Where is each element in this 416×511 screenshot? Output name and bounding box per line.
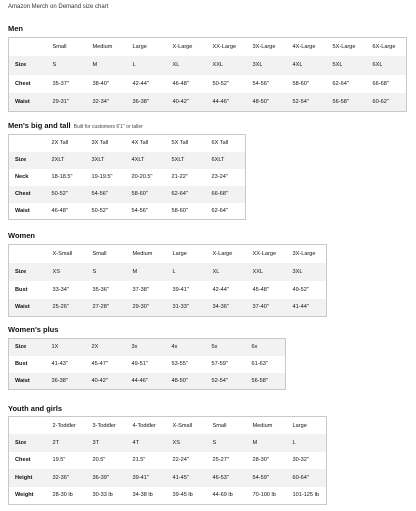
table-cell: 39-45 lb xyxy=(167,487,207,505)
table-cell: 61-63" xyxy=(246,356,286,373)
table-row xyxy=(9,93,407,112)
table-cell: 19.5" xyxy=(47,452,87,470)
table-cell: M xyxy=(87,56,127,75)
table-cell: 66-68" xyxy=(367,75,407,94)
table-cell: 3x xyxy=(126,339,166,356)
table-row xyxy=(9,75,407,94)
column-header: XX-Large xyxy=(207,38,247,57)
table-cell: M xyxy=(247,434,287,452)
row-label: Waist xyxy=(9,93,47,112)
table-cell: XL xyxy=(207,263,247,281)
table-cell: 54-59" xyxy=(247,469,287,487)
table-row xyxy=(9,452,327,470)
row-label: Size xyxy=(9,434,47,452)
column-header: Small xyxy=(47,38,87,57)
row-label: Size xyxy=(9,263,47,281)
table-cell: 46-53" xyxy=(207,469,247,487)
table-row xyxy=(9,263,327,281)
column-header: 3X Tall xyxy=(86,135,126,152)
table-cell: S xyxy=(207,434,247,452)
column-header: 5X-Large xyxy=(327,38,367,57)
table-cell: 50-52" xyxy=(86,203,126,220)
table-cell: 30-32" xyxy=(287,452,327,470)
table-cell: 20.5" xyxy=(87,452,127,470)
row-label: Size xyxy=(9,152,46,169)
column-header: Large xyxy=(127,38,167,57)
row-label: Bust xyxy=(9,281,47,299)
column-header: Large xyxy=(167,245,207,263)
table-cell: 28-30 lb xyxy=(47,487,87,505)
column-header: 3X-Large xyxy=(247,38,287,57)
table-cell: 20-20.5" xyxy=(126,169,166,186)
table-cell: 54-56" xyxy=(86,186,126,203)
table-cell: 25-26" xyxy=(47,299,87,317)
table-cell: 30-33 lb xyxy=(87,487,127,505)
table-cell: 37-40" xyxy=(247,299,287,317)
table-cell: L xyxy=(127,56,167,75)
table-cell: 48-50" xyxy=(166,373,206,390)
table-cell: 29-30" xyxy=(127,299,167,317)
column-header: 4X-Large xyxy=(287,38,327,57)
section-title-women-plus-text: Women's plus xyxy=(8,325,59,334)
column-header xyxy=(9,417,47,435)
table-cell: 52-54" xyxy=(287,93,327,112)
row-label: Bust xyxy=(9,356,46,373)
table-cell: 45-48" xyxy=(247,281,287,299)
table-cell: 27-28" xyxy=(87,299,127,317)
table-row xyxy=(9,299,327,317)
column-header: 4X Tall xyxy=(126,135,166,152)
table-cell: 34-38 lb xyxy=(127,487,167,505)
table-cell: 19-19.5" xyxy=(86,169,126,186)
table-row xyxy=(9,469,327,487)
column-header: X-Small xyxy=(167,417,207,435)
table-cell: 62-64" xyxy=(327,75,367,94)
table-cell: 38-40" xyxy=(87,75,127,94)
table-cell: 29-31" xyxy=(47,93,87,112)
column-header: XX-Large xyxy=(247,245,287,263)
table-cell: 41-45" xyxy=(167,469,207,487)
table-cell: 46-48" xyxy=(46,203,86,220)
table-header-row xyxy=(9,417,327,435)
row-label: Size xyxy=(9,339,46,356)
row-label: Height xyxy=(9,469,47,487)
table-cell: 58-60" xyxy=(287,75,327,94)
column-header: Large xyxy=(287,417,327,435)
table-cell: 4XLT xyxy=(126,152,166,169)
table-cell: XS xyxy=(47,263,87,281)
table-cell: 5x xyxy=(206,339,246,356)
table-cell: 5XL xyxy=(327,56,367,75)
table-cell: 44-46" xyxy=(207,93,247,112)
table-cell: L xyxy=(287,434,327,452)
column-header: Medium xyxy=(247,417,287,435)
table-row xyxy=(9,356,286,373)
table-cell: 42-44" xyxy=(127,75,167,94)
table-cell: 39-41" xyxy=(127,469,167,487)
row-label: Weight xyxy=(9,487,47,505)
section-title-men-big-tall-text: Men's big and tall xyxy=(8,121,71,130)
table-cell: 22-24" xyxy=(167,452,207,470)
table-cell: 36-38" xyxy=(127,93,167,112)
table-cell: 44-46" xyxy=(126,373,166,390)
column-header: 6X-Large xyxy=(367,38,407,57)
table-cell: XXL xyxy=(207,56,247,75)
table-cell: 28-30" xyxy=(247,452,287,470)
table-cell: 4x xyxy=(166,339,206,356)
table-cell: 44-69 lb xyxy=(207,487,247,505)
table-row xyxy=(9,169,246,186)
table-cell: 42-44" xyxy=(207,281,247,299)
table-cell: 54-56" xyxy=(247,75,287,94)
column-header xyxy=(9,135,46,152)
table-cell: 57-59" xyxy=(206,356,246,373)
youth-size-table xyxy=(8,416,327,505)
column-header: X-Large xyxy=(207,245,247,263)
table-cell: 40-42" xyxy=(167,93,207,112)
table-cell: 31-33" xyxy=(167,299,207,317)
table-cell: 34-36" xyxy=(207,299,247,317)
table-cell: 46-48" xyxy=(167,75,207,94)
table-cell: 3XL xyxy=(247,56,287,75)
section-title-women xyxy=(8,231,35,240)
women-plus-size-table xyxy=(8,338,286,390)
table-cell: 50-52" xyxy=(207,75,247,94)
table-cell: 54-56" xyxy=(126,203,166,220)
table-cell: S xyxy=(87,263,127,281)
table-cell: 49-51" xyxy=(126,356,166,373)
section-note-men-big-tall: Built for customers 6'1" or taller xyxy=(73,124,143,130)
table-cell: 48-50" xyxy=(247,93,287,112)
section-title-youth-text: Youth and girls xyxy=(8,404,63,413)
table-cell: 3T xyxy=(87,434,127,452)
section-title-women-text: Women xyxy=(8,231,35,240)
men-size-table xyxy=(8,37,407,112)
table-cell: 53-55" xyxy=(166,356,206,373)
table-row xyxy=(9,56,407,75)
row-label: Waist xyxy=(9,203,46,220)
column-header: 2X Tall xyxy=(46,135,86,152)
row-label: Waist xyxy=(9,373,46,390)
column-header: Medium xyxy=(87,38,127,57)
women-size-table xyxy=(8,244,327,317)
table-cell: 18-18.5" xyxy=(46,169,86,186)
table-cell: 52-54" xyxy=(206,373,246,390)
table-cell: 40-42" xyxy=(86,373,126,390)
table-row xyxy=(9,434,327,452)
table-cell: 50-52" xyxy=(46,186,86,203)
table-cell: 2X xyxy=(86,339,126,356)
table-row xyxy=(9,281,327,299)
table-cell: 5XLT xyxy=(166,152,206,169)
table-cell: XXL xyxy=(247,263,287,281)
table-cell: 6x xyxy=(246,339,286,356)
table-row xyxy=(9,339,286,356)
table-cell: 66-68" xyxy=(206,186,246,203)
section-title-men-text: Men xyxy=(8,24,23,33)
column-header: 3-Toddler xyxy=(87,417,127,435)
table-row xyxy=(9,152,246,169)
table-cell: 33-34" xyxy=(47,281,87,299)
table-row xyxy=(9,203,246,220)
table-cell: 35-36" xyxy=(87,281,127,299)
table-cell: 32-34" xyxy=(87,93,127,112)
table-row xyxy=(9,186,246,203)
table-cell: 41-44" xyxy=(287,299,327,317)
table-cell: 70-100 lb xyxy=(247,487,287,505)
column-header: Small xyxy=(87,245,127,263)
section-title-men xyxy=(8,24,23,33)
section-title-men-big-tall xyxy=(8,121,143,130)
table-header-row xyxy=(9,38,407,57)
table-cell: 23-24" xyxy=(206,169,246,186)
table-cell: 6XL xyxy=(367,56,407,75)
table-cell: 4T xyxy=(127,434,167,452)
table-cell: 62-64" xyxy=(206,203,246,220)
table-cell: L xyxy=(167,263,207,281)
table-cell: 35-37" xyxy=(47,75,87,94)
table-cell: 32-36" xyxy=(47,469,87,487)
table-row xyxy=(9,373,286,390)
table-cell: 3XL xyxy=(287,263,327,281)
table-cell: 56-58" xyxy=(246,373,286,390)
row-label: Chest xyxy=(9,186,46,203)
table-row xyxy=(9,487,327,505)
column-header: 6X Tall xyxy=(206,135,246,152)
column-header xyxy=(9,38,47,57)
table-cell: 58-60" xyxy=(166,203,206,220)
table-cell: 21-22" xyxy=(166,169,206,186)
table-cell: 36-39" xyxy=(87,469,127,487)
table-cell: 2XLT xyxy=(46,152,86,169)
table-cell: 39-41" xyxy=(167,281,207,299)
table-header-row xyxy=(9,135,246,152)
column-header: X-Small xyxy=(47,245,87,263)
table-cell: 37-38" xyxy=(127,281,167,299)
column-header: 2-Toddler xyxy=(47,417,87,435)
page-title: Amazon Merch on Demand size chart xyxy=(8,4,109,10)
table-cell: 45-47" xyxy=(86,356,126,373)
table-cell: XL xyxy=(167,56,207,75)
row-label: Size xyxy=(9,56,47,75)
column-header: 5X Tall xyxy=(166,135,206,152)
section-title-youth xyxy=(8,404,62,413)
table-cell: 4XL xyxy=(287,56,327,75)
table-cell: M xyxy=(127,263,167,281)
table-cell: 36-38" xyxy=(46,373,86,390)
column-header: 4-Toddler xyxy=(127,417,167,435)
table-cell: 56-58" xyxy=(327,93,367,112)
table-cell: 60-64" xyxy=(287,469,327,487)
table-cell: 101-125 lb xyxy=(287,487,327,505)
table-cell: 25-27" xyxy=(207,452,247,470)
column-header: Small xyxy=(207,417,247,435)
column-header: 3X-Large xyxy=(287,245,327,263)
table-cell: 21.5" xyxy=(127,452,167,470)
table-cell: 41-43" xyxy=(46,356,86,373)
table-cell: 3XLT xyxy=(86,152,126,169)
row-label: Neck xyxy=(9,169,46,186)
table-cell: S xyxy=(47,56,87,75)
section-title-women-plus xyxy=(8,325,58,334)
table-header-row xyxy=(9,245,327,263)
column-header xyxy=(9,245,47,263)
column-header: Medium xyxy=(127,245,167,263)
table-cell: 62-64" xyxy=(166,186,206,203)
column-header: X-Large xyxy=(167,38,207,57)
men-big-tall-size-table xyxy=(8,134,246,220)
table-cell: 60-62" xyxy=(367,93,407,112)
row-label: Chest xyxy=(9,75,47,94)
row-label: Chest xyxy=(9,452,47,470)
table-cell: 58-60" xyxy=(126,186,166,203)
table-cell: XS xyxy=(167,434,207,452)
table-cell: 1X xyxy=(46,339,86,356)
table-cell: 6XLT xyxy=(206,152,246,169)
row-label: Waist xyxy=(9,299,47,317)
table-cell: 2T xyxy=(47,434,87,452)
table-cell: 49-52" xyxy=(287,281,327,299)
